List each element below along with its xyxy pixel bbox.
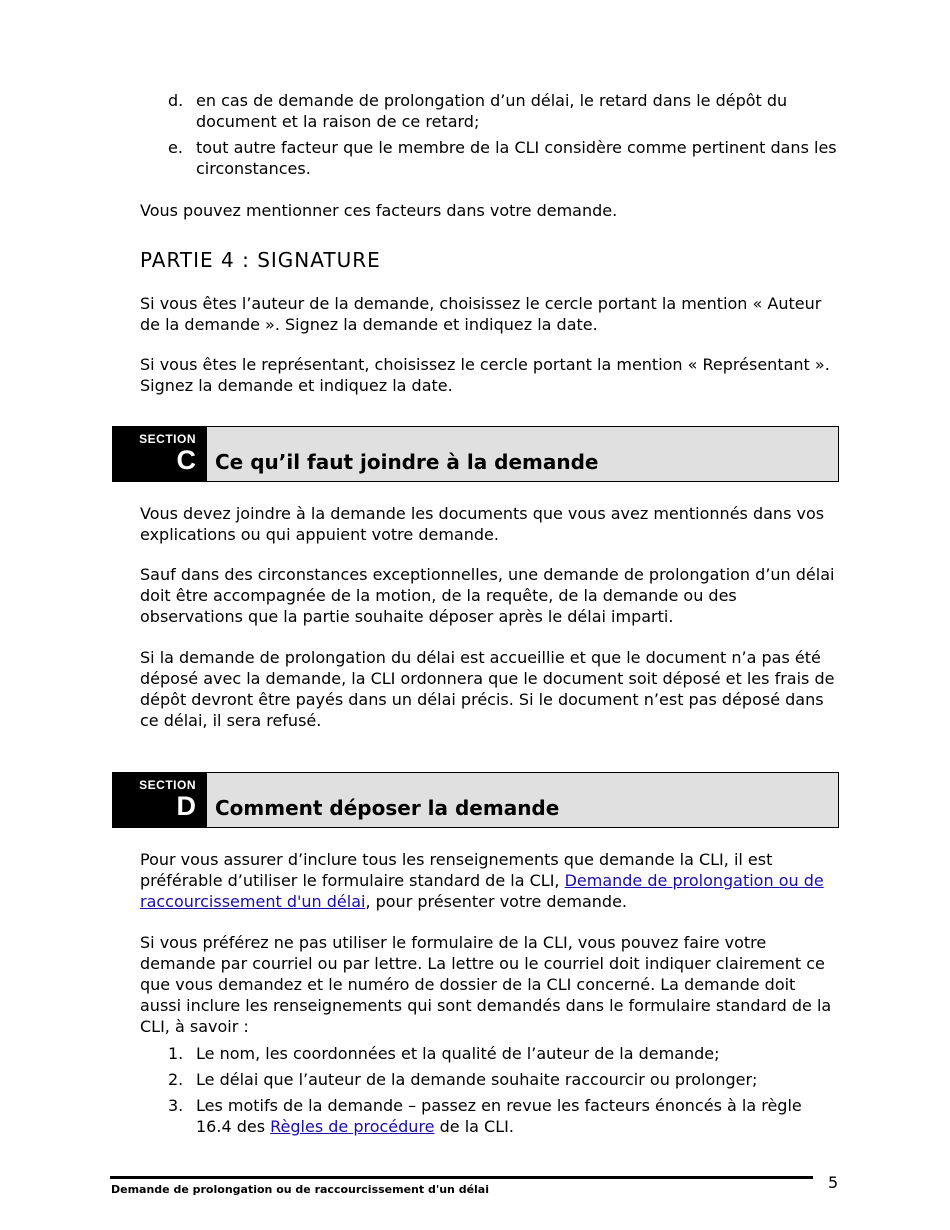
list-item (140, 137, 840, 179)
list-item-text: de la CLI. (434, 1117, 514, 1136)
list-item-text: tout autre facteur que le membre de la CLI considère comme pertinent dans les circonstances. (196, 138, 837, 178)
list-marker: 1. (168, 1044, 184, 1063)
list-item-text: Le nom, les coordonnées et la qualité de l’auteur de la demande; (196, 1044, 720, 1063)
page-number: 5 (828, 1173, 839, 1192)
list-item (140, 1069, 840, 1090)
section-d-badge (112, 772, 206, 828)
section-c-paragraph-3: Si la demande de prolongation du délai est accueillie et que le document n’a pas été déposé avec la demande, la CLI ordonnera que le document soit déposé et les frais de dépôt devront être payés dans un délai précis. Si le document n’est pas déposé dans ce délai, il sera refusé. (140, 648, 835, 730)
section-letter: D (176, 791, 196, 821)
factors-note: Vous pouvez mentionner ces facteurs dans votre demande. (140, 201, 618, 220)
section-title-bar (206, 426, 839, 482)
paragraph-text: Pour vous assurer d’inclure tous les renseignements que demande la CLI, il est préférable d’utiliser le formulaire standard de la CLI, (140, 850, 773, 890)
partie4-paragraph-2: Si vous êtes le représentant, choisissez le cercle portant la mention « Représentant ». Signez la demande et indiquez la date. (140, 355, 830, 395)
list-marker: 3. (168, 1096, 184, 1115)
list-item-text: en cas de demande de prolongation d’un délai, le retard dans le dépôt du document et la raison de ce retard; (196, 91, 788, 131)
section-label: SECTION (139, 432, 196, 446)
section-d-paragraph-1 (140, 849, 840, 912)
rules-link[interactable]: Règles de procédure (270, 1117, 435, 1136)
requirements-list (140, 1043, 840, 1142)
paragraph-text: , pour présenter votre demande. (365, 892, 627, 911)
form-link[interactable]: Demande de prolongation ou de raccourcissement d'un délai (140, 871, 824, 911)
factors-list (140, 90, 840, 184)
list-marker: d. (168, 91, 184, 110)
section-c-paragraph-1: Vous devez joindre à la demande les documents que vous avez mentionnés dans vos explications ou qui appuient votre demande. (140, 504, 825, 544)
footer-title: Demande de prolongation ou de raccourcissement d'un délai (111, 1183, 489, 1196)
section-c-header (112, 426, 839, 482)
section-letter: C (176, 445, 196, 475)
section-c-title: Ce qu’il faut joindre à la demande (215, 450, 599, 474)
list-item (140, 1043, 840, 1064)
list-marker: 2. (168, 1070, 184, 1089)
list-item-text: Le délai que l’auteur de la demande souhaite raccourcir ou prolonger; (196, 1070, 758, 1089)
partie4-paragraph-1: Si vous êtes l’auteur de la demande, choisissez le cercle portant la mention « Auteur de la demande ». Signez la demande et indiquez la date. (140, 294, 822, 334)
section-label: SECTION (139, 778, 196, 792)
section-title-bar (206, 772, 839, 828)
section-d-header (112, 772, 839, 828)
section-c-paragraph-2: Sauf dans des circonstances exceptionnelles, une demande de prolongation d’un délai doit être accompagnée de la motion, de la requête, de la demande ou des observations que la partie souhaite déposer après le délai imparti. (140, 565, 835, 626)
footer-rule (110, 1176, 813, 1179)
section-c-badge (112, 426, 206, 482)
section-d-title: Comment déposer la demande (215, 796, 560, 820)
partie4-heading: PARTIE 4 : SIGNATURE (140, 248, 381, 272)
list-marker: e. (168, 138, 183, 157)
list-item (140, 1095, 840, 1137)
section-d-paragraph-2: Si vous préférez ne pas utiliser le formulaire de la CLI, vous pouvez faire votre demande par courriel ou par lettre. La lettre ou le courriel doit indiquer clairement ce que vous demandez et le numéro de dossier de la CLI concerné. La demande doit aussi inclure les renseignements qui sont demandés dans le formulaire standard de la CLI, à savoir : (140, 933, 832, 1036)
list-item (140, 90, 840, 132)
list-item-text: Les motifs de la demande – passez en revue les facteurs énoncés à la règle 16.4 des (196, 1096, 802, 1136)
